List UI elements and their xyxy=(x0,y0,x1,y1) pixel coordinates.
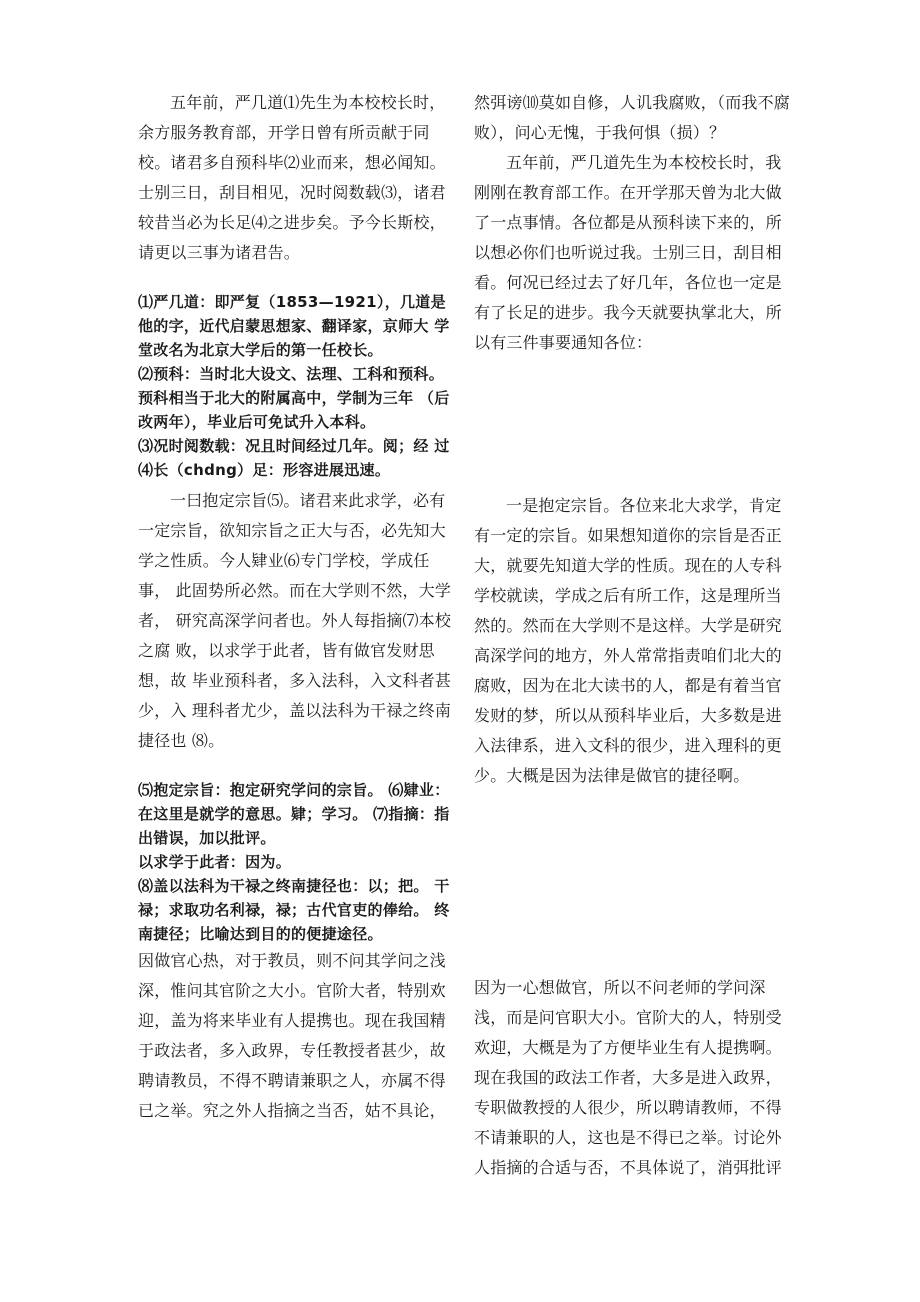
classical-paragraph-purpose: 一曰抱定宗旨⑸。诸君来此求学，必有一定宗旨，欲知宗旨之正大与否，必先知大学之性质。今人肄业⑹专门学校，学成任事， 此固势所必然。而在大学则不然，大学者， 研究高深学问者也。外人每指摘⑺本校之腐 败，以求学于此者，皆有做官发财思想，故 毕业预科者，多入法科，入文科者甚少，入 理科者尤少，盖以法科为干禄之终南捷径也 ⑻。 xyxy=(138,491,452,750)
classical-paragraph-continued: 然弭谤⑽莫如自修，人讥我腐败，（而我不腐败），问心无愧，于我何惧（损）？ xyxy=(474,93,791,142)
modern-translation-intro: 五年前，严几道先生为本校校长时，我刚刚在教育部工作。在开学那天曾为北大做了一点事情。各位都是从预科读下来的，所以想必你们也听说过我。士别三日，刮目相看。何况已经过去了好几年，各位也一定是有了长足的进步。我今天就要执掌北大，所以有三件事要通知各位： xyxy=(474,153,782,352)
annotation-note-3: ⑶况时阅数载：况且时间经过几年。阅；经 过 xyxy=(138,437,450,455)
annotation-note-8: ⑻盖以法科为干禄之终南捷径也：以；把。 干禄；求取功名利禄，禄；古代官吏的俸给。 终南捷径；比喻达到目的的便捷途径。 xyxy=(138,877,450,943)
modern-translation-purpose: 一是抱定宗旨。各位来北大求学，肯定有一定的宗旨。如果想知道你的宗旨是否正大，就要先知道大学的性质。现在的人专科学校就读，学成之后有所工作，这是理所当然的。然而在大学则不是这样。大学是研究高深学问的地方，外人常常指责咱们北大的腐败，因为在北大读书的人，都是有着当官发财的梦，所以从预科毕业后，大多数是进入法律系，进入文科的很少，进入理科的更少。大概是因为法律是做官的捷径啊。 xyxy=(474,496,782,785)
annotation-note-1: ⑴严几道：即严复（1853—1921），几道是 他的字，近代启蒙思想家、翻译家，京师大 学堂改名为北京大学后的第一任校长。 xyxy=(138,293,450,359)
classical-paragraph-intro: 五年前，严几道⑴先生为本校校长时，余方服务教育部，开学日曾有所贡献于同校。诸君多自预科毕⑵业而来，想必闻知。士别三日，刮目相见，况时阅数载⑶，诸君较昔当必为长足⑷之进步矣。予今长斯校，请更以三事为诸君告。 xyxy=(138,93,446,262)
annotation-note-yi: 以求学于此者：因为。 xyxy=(138,853,292,871)
annotation-note-4: ⑷长（chdng）足：形容进展迅速。 xyxy=(138,461,391,479)
annotation-note-5-7: ⑸抱定宗旨：抱定研究学问的宗旨。 ⑹肄业：在这里是就学的意思。肄；学习。 ⑺指摘：指出错误，加以批评。 xyxy=(138,781,450,847)
modern-translation-officials: 因为一心想做官，所以不问老师的学问深浅，而是问官职大小。官阶大的人，特别受欢迎，大概是为了方便毕业生有人提携啊。现在我国的政法工作者，大多是进入政界，专职做教授的人很少，所以聘请教师，不得不请兼职的人，这也是不得已之举。讨论外人指摘的合适与否，不具体说了，消弭批评 xyxy=(474,978,782,1177)
left-column xyxy=(138,88,452,1126)
right-column xyxy=(474,88,790,1183)
annotation-note-2: ⑵预科：当时北大设文、法理、工科和预科。 预科相当于北大的附属高中，学制为三年 （后改两年），毕业后可免试升入本科。 xyxy=(138,365,450,431)
classical-paragraph-officials: 因做官心热，对于教员，则不问其学问之浅深，惟问其官阶之大小。官阶大者，特别欢迎，盖为将来毕业有人提携也。现在我国精于政法者，多入政界，专任教授者甚少，故聘请教员，不得不聘请兼职之人，亦属不得已之举。究之外人指摘之当否，姑不具论， xyxy=(138,951,446,1120)
